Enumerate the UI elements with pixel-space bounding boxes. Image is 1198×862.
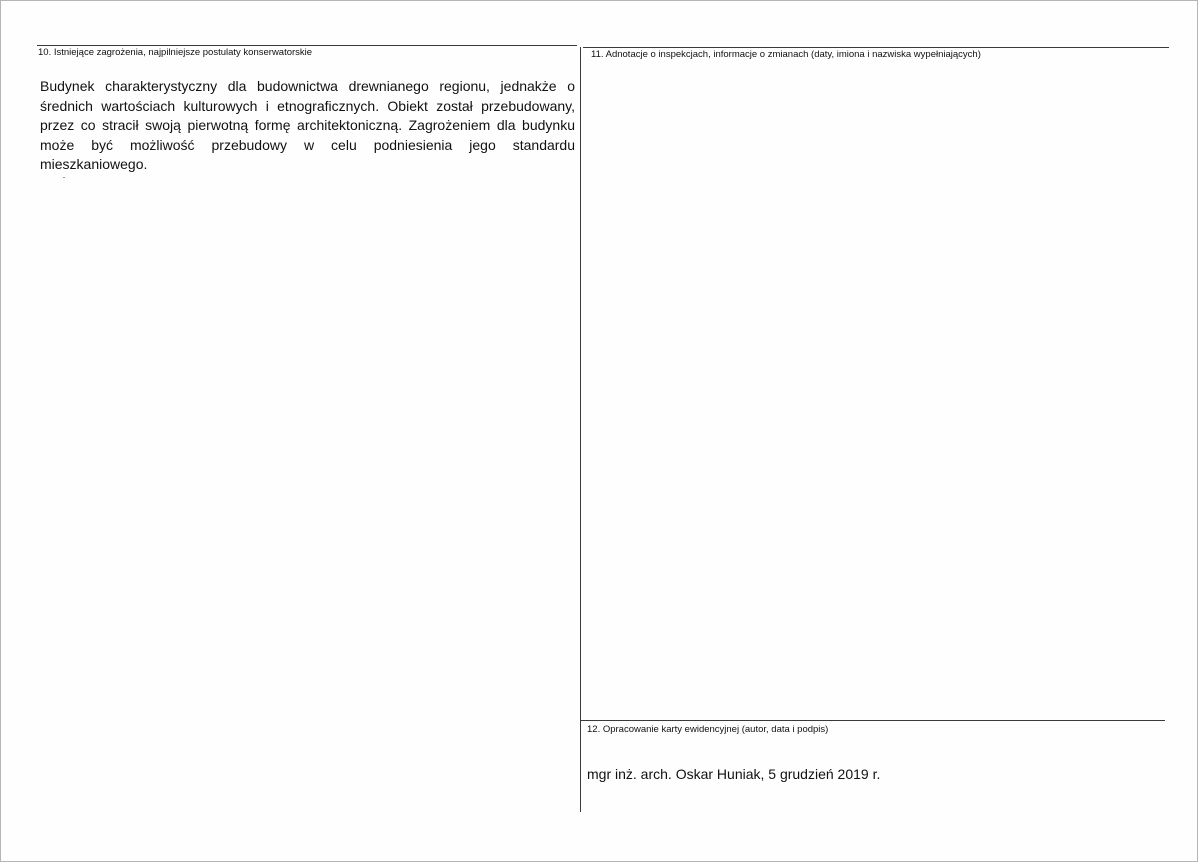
scan-speck [63,177,65,178]
section-12-top-rule [581,720,1165,721]
section-11-top-rule [583,47,1169,48]
section-10-text: Budynek charakterystyczny dla budownictwa drewnianego regionu, jednakże o średnich wartościach kulturowych i etnograficznych. Obiekt został przebudowany, przez co stracił swoją pierwotną formę architektoniczną. Zagrożeniem dla budynku może być możliwość przebudowy w celu podniesienia jego standardu mieszkaniowego. [40,78,575,172]
section-12-label: 12. Opracowanie karty ewidencyjnej (autor, data i podpis) [587,724,829,735]
section-11-label: 11. Adnotacje o inspekcjach, informacje o zmianach (daty, imiona i nazwiska wypełniających) [591,49,981,60]
section-10-top-rule [37,45,577,46]
column-divider [580,47,581,812]
section-10-label: 10. Istniejące zagrożenia, najpilniejsze postulaty konserwatorskie [38,47,313,58]
section-12-author: mgr inż. arch. Oskar Huniak, 5 grudzień 2019 r. [587,766,881,782]
